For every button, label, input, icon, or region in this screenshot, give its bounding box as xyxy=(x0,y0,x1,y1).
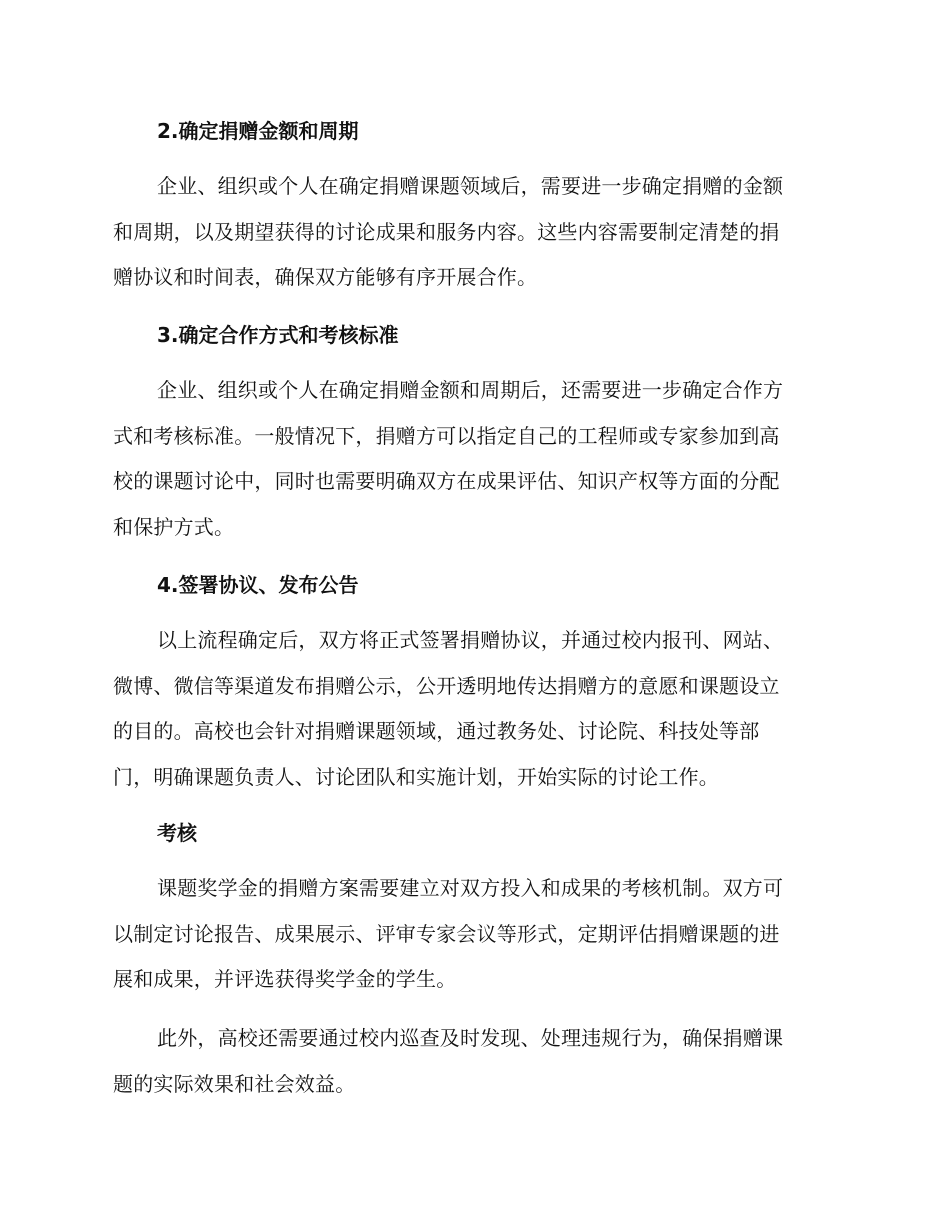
paragraph-line: 展和成果，并评选获得奖学金的学生。 xyxy=(113,967,457,991)
section-heading: 2.确定捐赠金额和周期 xyxy=(157,119,359,143)
paragraph-line: 校的课题讨论中，同时也需要明确双方在成果评估、知识产权等方面的分配 xyxy=(113,469,780,493)
paragraph xyxy=(113,866,833,1003)
paragraph-line: 课题奖学金的捐赠方案需要建立对双方投入和成果的考核机制。双方可 xyxy=(157,876,784,900)
paragraph xyxy=(113,368,833,550)
paragraph-line: 式和考核标准。一般情况下，捐赠方可以指定自己的工程师或专家参加到高 xyxy=(113,423,780,448)
paragraph-line: 和保护方式。 xyxy=(113,514,235,539)
paragraph-line: 微博、微信等渠道发布捐赠公示，公开透明地传达捐赠方的意愿和课题设立 xyxy=(113,673,780,698)
paragraph-line: 企业、组织或个人在确定捐赠金额和周期后，还需要进一步确定合作方 xyxy=(157,378,784,402)
paragraph xyxy=(113,164,833,301)
section-heading: 4.签署协议、发布公告 xyxy=(157,573,359,597)
paragraph-line: 此外，高校还需要通过校内巡查及时发现、处理违规行为，确保捐赠课 xyxy=(157,1026,784,1050)
paragraph-line: 和周期，以及期望获得的讨论成果和服务内容。这些内容需要制定清楚的捐 xyxy=(113,219,780,244)
paragraph-line: 以制定讨论报告、成果展示、评审专家会议等形式，定期评估捐赠课题的进 xyxy=(113,921,780,946)
paragraph-line: 的目的。高校也会针对捐赠课题领域，通过教务处、讨论院、科技处等部 xyxy=(113,719,760,743)
section-heading: 3.确定合作方式和考核标准 xyxy=(157,323,399,347)
paragraph-line: 赠协议和时间表，确保双方能够有序开展合作。 xyxy=(113,265,538,289)
paragraph-line: 以上流程确定后，双方将正式签署捐赠协议，并通过校内报刊、网站、 xyxy=(157,628,784,652)
paragraph-line: 企业、组织或个人在确定捐赠课题领域后，需要进一步确定捐赠的金额 xyxy=(157,174,784,198)
paragraph xyxy=(113,1016,833,1107)
section-heading: 考核 xyxy=(157,821,197,845)
paragraph-line: 题的实际效果和社会效益。 xyxy=(113,1071,356,1096)
paragraph-line: 门，明确课题负责人、讨论团队和实施计划，开始实际的讨论工作。 xyxy=(113,764,719,789)
paragraph xyxy=(113,618,833,800)
